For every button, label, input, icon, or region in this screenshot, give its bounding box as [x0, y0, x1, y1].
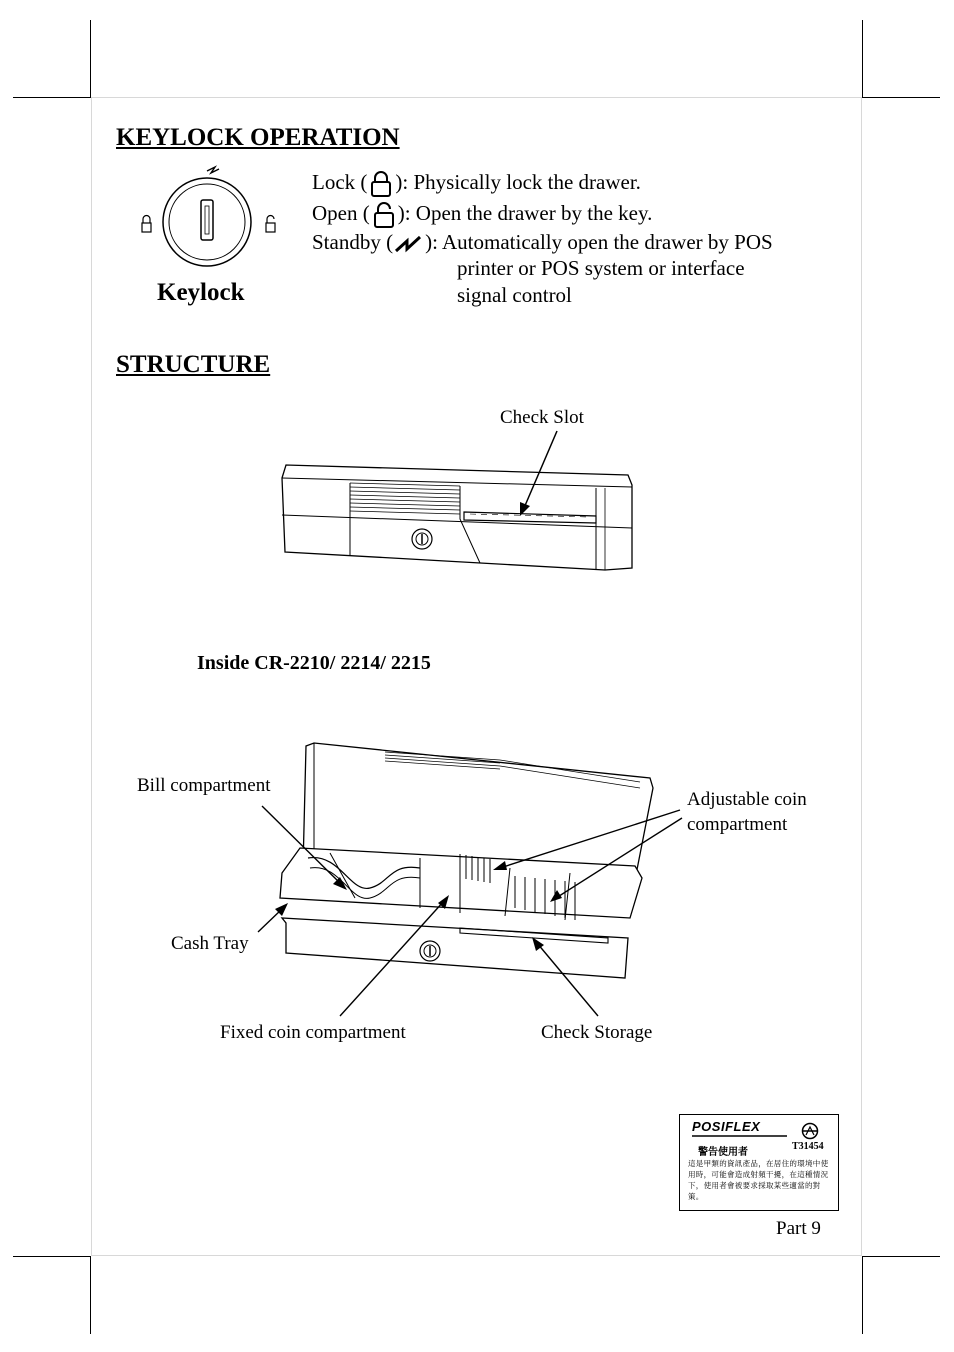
- warning-body: 這是甲類的資訊產品，在居住的環境中使用時，可能會造成射頻干擾，在這種情況下，使用者會被要求採取某些適當的對策。: [688, 1159, 829, 1201]
- adjustable-coin-label-line1: Adjustable coin: [687, 789, 807, 810]
- cash-tray-label: Cash Tray: [171, 933, 249, 954]
- keylock-heading: KEYLOCK OPERATION: [116, 124, 400, 151]
- standby-line-2: printer or POS system or interface: [457, 256, 745, 280]
- open-prefix: Open (: [312, 200, 370, 225]
- lock-suffix: ): Physically lock the drawer.: [395, 169, 641, 194]
- check-storage-label: Check Storage: [541, 1022, 653, 1043]
- structure-heading: STRUCTURE: [116, 351, 271, 378]
- warning-code: T31454: [792, 1141, 824, 1152]
- standby-prefix: Standby (: [312, 230, 394, 254]
- standby-line-3: signal control: [457, 283, 572, 307]
- open-suffix: ): Open the drawer by the key.: [397, 200, 653, 225]
- warning-title: 警告使用者: [698, 1147, 748, 1158]
- bill-compartment-label: Bill compartment: [137, 775, 271, 796]
- check-slot-label: Check Slot: [500, 407, 584, 428]
- posiflex-logo: POSIFLEX: [692, 1119, 761, 1134]
- fixed-coin-label: Fixed coin compartment: [220, 1022, 406, 1043]
- warning-label: [679, 1114, 839, 1211]
- lock-prefix: Lock (: [312, 169, 368, 194]
- logo-underline: [692, 1134, 787, 1138]
- adjustable-coin-label-line2: compartment: [687, 814, 788, 835]
- keylock-caption: Keylock: [157, 279, 245, 306]
- inside-figure-title: Inside CR-2210/ 2214/ 2215: [197, 652, 431, 674]
- page-number: Part 9: [776, 1218, 821, 1239]
- standby-suffix: ): Automatically open the drawer by POS: [425, 230, 773, 254]
- bsmi-mark-icon: [801, 1122, 819, 1140]
